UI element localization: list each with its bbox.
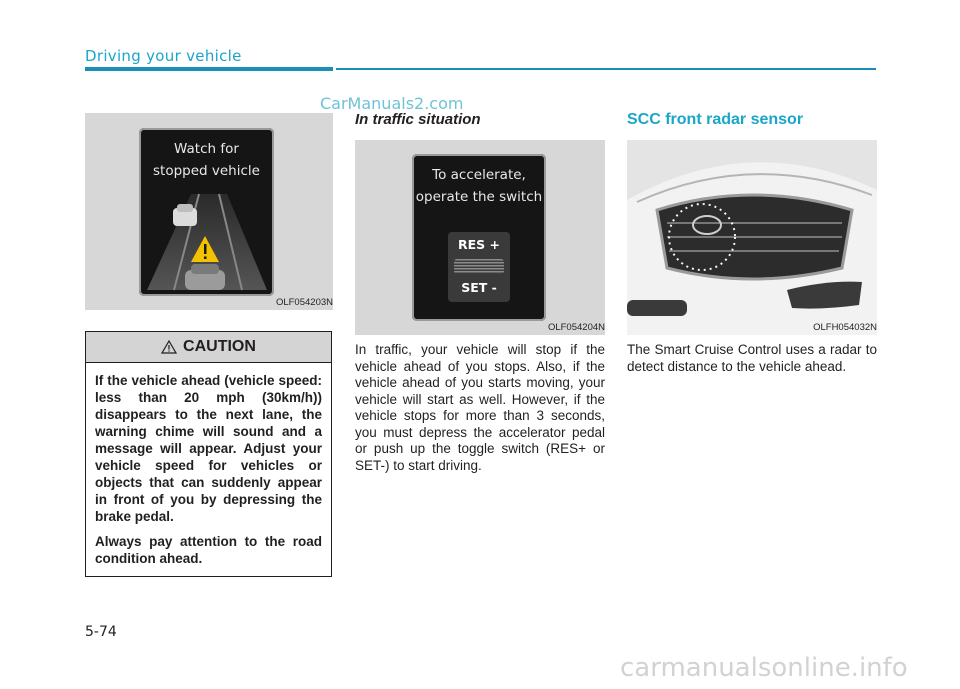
caution-title: CAUTION: [183, 338, 256, 355]
display-message-line-2: stopped vehicle: [153, 163, 260, 179]
caution-triangle-icon: [161, 340, 177, 354]
caution-header: [86, 332, 331, 363]
cluster-screen: [139, 128, 274, 296]
vehicle-front-illustration: [627, 140, 877, 335]
image-code-middle: OLF054204N: [547, 322, 605, 333]
header-rule-primary: [85, 67, 333, 71]
image-code-right: OLFH054032N: [813, 322, 877, 333]
caution-paragraph-2: Always pay attention to the road condition ahead.: [95, 534, 322, 566]
watermark-top: CarManuals2.com: [320, 94, 464, 113]
caution-box: [85, 331, 332, 577]
watermark-bottom: carmanualsonline.info: [620, 653, 908, 683]
radar-sensor-figure: [627, 140, 877, 335]
traffic-situation-heading: In traffic situation: [355, 111, 481, 128]
radar-sensor-body: The Smart Cruise Control uses a radar to detect distance to the vehicle ahead.: [627, 342, 877, 374]
switch-display-figure: [355, 140, 605, 335]
image-code-left: OLF054203N: [275, 297, 333, 308]
toggle-switch-graphic: [448, 232, 510, 302]
stopped-vehicle-illustration: [139, 128, 274, 296]
caution-body: [95, 372, 322, 575]
display-message-line-1: Watch for: [174, 141, 239, 157]
cluster-display-figure: [85, 113, 333, 310]
header-rule-secondary: [336, 68, 876, 70]
switch-label-res: RES +: [458, 237, 500, 252]
switch-screen: [412, 154, 546, 321]
switch-label-set: SET -: [461, 280, 497, 295]
traffic-situation-body: In traffic, your vehicle will stop if the vehicle ahead of you stops. Also, if the vehicle ahead of you starts moving, your vehicle will start as well. However, if the vehicle stops for more than 3 seconds, you must depress the accelerator pedal or push up the toggle switch (RES+ or SET-) to start driving.: [355, 342, 605, 473]
section-title: Driving your vehicle: [85, 47, 242, 65]
radar-sensor-heading: SCC front radar sensor: [627, 111, 804, 128]
page-number: 5-74: [85, 624, 117, 640]
toggle-wheel-icon: [454, 259, 504, 274]
switch-message-line-1: To accelerate,: [432, 167, 526, 183]
caution-paragraph-1: If the vehicle ahead (vehicle speed: less than 20 mph (30km/h)) disappears to the next lane, the warning chime will sound and a message will appear. Adjust your vehicle speed for vehicles or objects that can suddenly appear in front of you by depressing the brake pedal.: [95, 373, 322, 524]
switch-message-line-2: operate the switch: [415, 189, 543, 205]
